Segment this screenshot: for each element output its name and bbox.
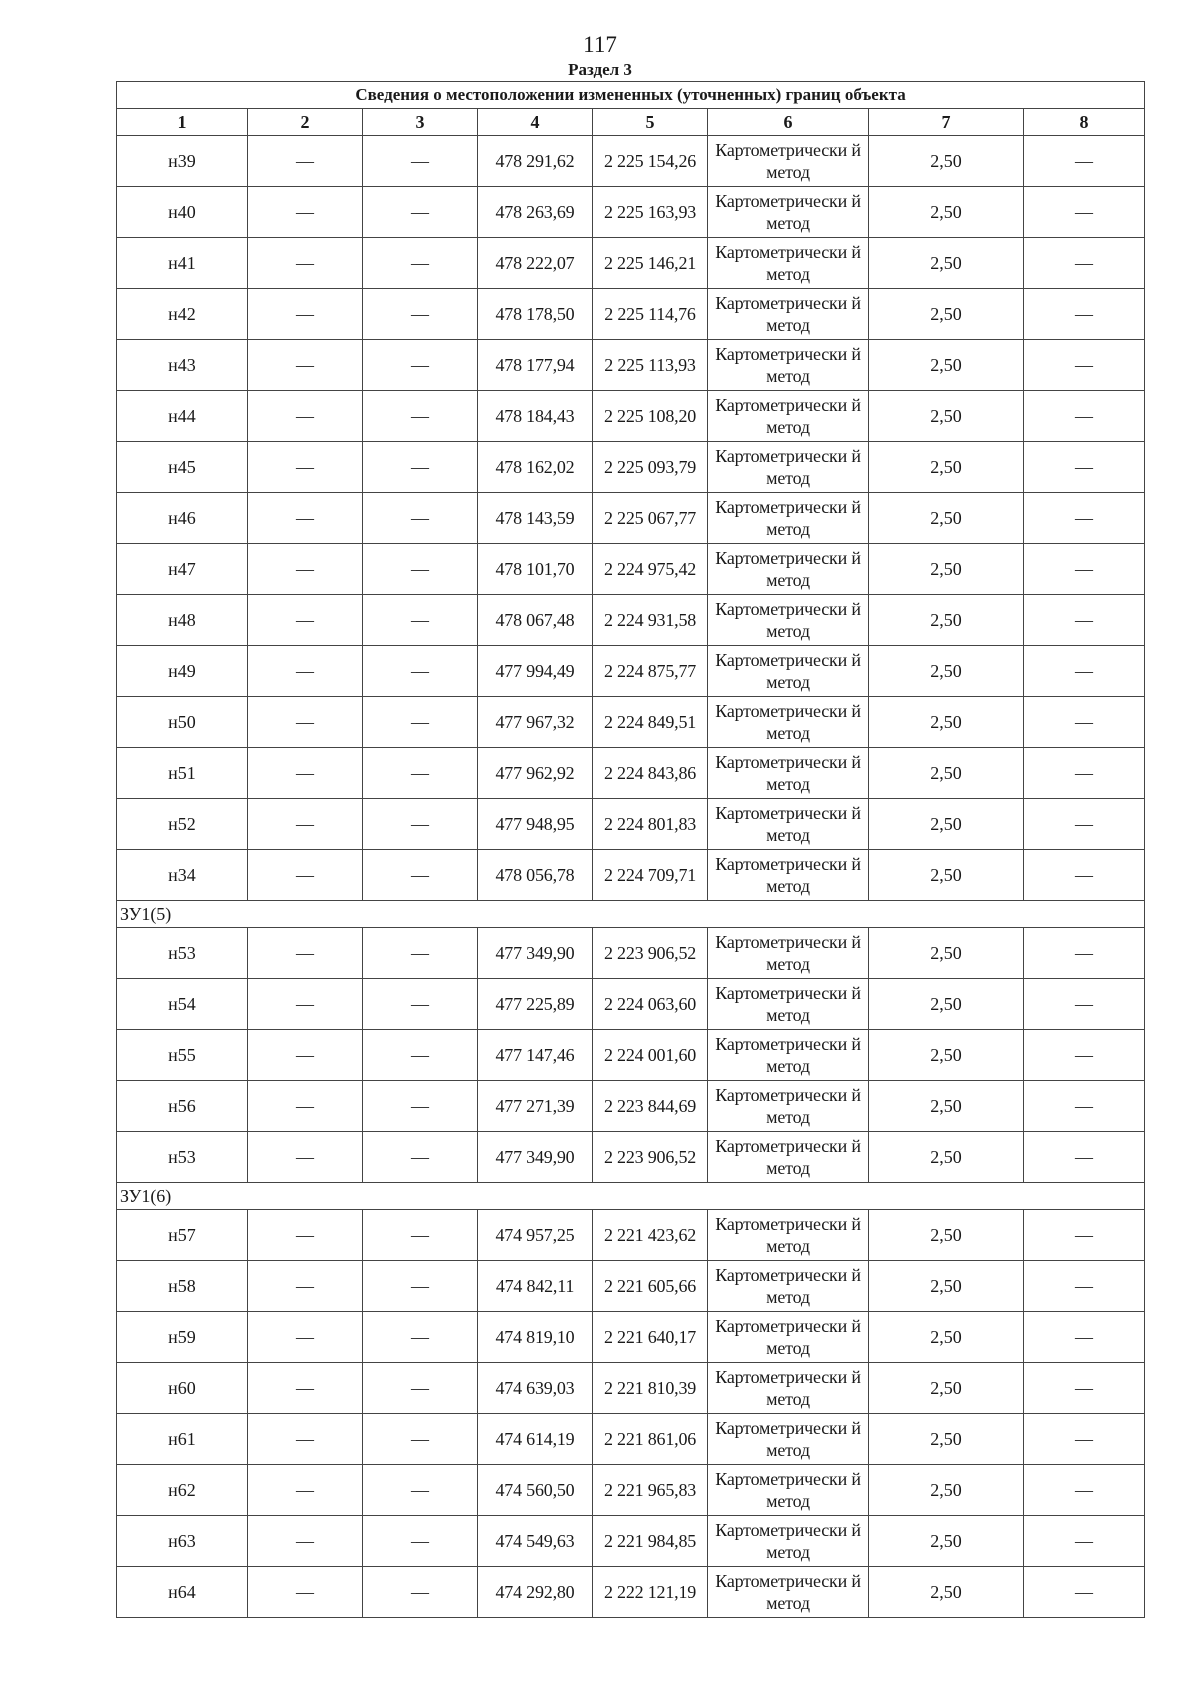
table-row	[117, 544, 1145, 595]
accuracy-cell: 2,50	[869, 979, 1024, 1030]
x-coordinate-cell: 477 147,46	[478, 1030, 593, 1081]
table-row	[117, 1132, 1145, 1183]
method-cell: Картометрически й метод	[708, 646, 869, 697]
point-id-cell: н58	[117, 1261, 248, 1312]
empty-cell: —	[248, 595, 363, 646]
column-header: 6	[708, 109, 869, 136]
empty-cell: —	[363, 289, 478, 340]
empty-cell: —	[248, 799, 363, 850]
table-row	[117, 493, 1145, 544]
x-coordinate-cell: 477 962,92	[478, 748, 593, 799]
y-coordinate-cell: 2 225 146,21	[593, 238, 708, 289]
table-row	[117, 1465, 1145, 1516]
column-header: 5	[593, 109, 708, 136]
method-cell: Картометрически й метод	[708, 391, 869, 442]
empty-cell: —	[1024, 238, 1145, 289]
empty-cell: —	[248, 136, 363, 187]
method-cell: Картометрически й метод	[708, 1567, 869, 1618]
accuracy-cell: 2,50	[869, 1414, 1024, 1465]
method-cell: Картометрически й метод	[708, 1081, 869, 1132]
empty-cell: —	[363, 748, 478, 799]
accuracy-cell: 2,50	[869, 1030, 1024, 1081]
table-row	[117, 850, 1145, 901]
empty-cell: —	[248, 493, 363, 544]
column-header: 2	[248, 109, 363, 136]
point-id-cell: н62	[117, 1465, 248, 1516]
empty-cell: —	[1024, 1567, 1145, 1618]
empty-cell: —	[248, 1465, 363, 1516]
x-coordinate-cell: 474 560,50	[478, 1465, 593, 1516]
empty-cell: —	[248, 979, 363, 1030]
empty-cell: —	[363, 1414, 478, 1465]
point-id-cell: н51	[117, 748, 248, 799]
table-row	[117, 1261, 1145, 1312]
group-label: ЗУ1(5)	[117, 901, 1145, 928]
point-id-cell: н50	[117, 697, 248, 748]
accuracy-cell: 2,50	[869, 238, 1024, 289]
y-coordinate-cell: 2 225 114,76	[593, 289, 708, 340]
table-header-row	[117, 109, 1145, 136]
empty-cell: —	[363, 442, 478, 493]
empty-cell: —	[248, 289, 363, 340]
empty-cell: —	[363, 1312, 478, 1363]
point-id-cell: н64	[117, 1567, 248, 1618]
empty-cell: —	[363, 1132, 478, 1183]
y-coordinate-cell: 2 225 154,26	[593, 136, 708, 187]
x-coordinate-cell: 478 291,62	[478, 136, 593, 187]
x-coordinate-cell: 477 948,95	[478, 799, 593, 850]
method-cell: Картометрически й метод	[708, 697, 869, 748]
y-coordinate-cell: 2 221 810,39	[593, 1363, 708, 1414]
empty-cell: —	[363, 697, 478, 748]
table-row	[117, 1210, 1145, 1261]
point-id-cell: н45	[117, 442, 248, 493]
table-row	[117, 1363, 1145, 1414]
x-coordinate-cell: 477 271,39	[478, 1081, 593, 1132]
accuracy-cell: 2,50	[869, 850, 1024, 901]
column-header: 8	[1024, 109, 1145, 136]
empty-cell: —	[1024, 646, 1145, 697]
point-id-cell: н42	[117, 289, 248, 340]
empty-cell: —	[363, 1516, 478, 1567]
x-coordinate-cell: 478 162,02	[478, 442, 593, 493]
accuracy-cell: 2,50	[869, 748, 1024, 799]
point-id-cell: н49	[117, 646, 248, 697]
x-coordinate-cell: 477 349,90	[478, 928, 593, 979]
empty-cell: —	[1024, 187, 1145, 238]
empty-cell: —	[363, 1030, 478, 1081]
empty-cell: —	[363, 1363, 478, 1414]
method-cell: Картометрически й метод	[708, 340, 869, 391]
empty-cell: —	[363, 595, 478, 646]
empty-cell: —	[363, 979, 478, 1030]
table-row	[117, 442, 1145, 493]
empty-cell: —	[363, 928, 478, 979]
column-header: 4	[478, 109, 593, 136]
empty-cell: —	[363, 1567, 478, 1618]
accuracy-cell: 2,50	[869, 646, 1024, 697]
empty-cell: —	[248, 1030, 363, 1081]
empty-cell: —	[1024, 697, 1145, 748]
page-number: 117	[583, 32, 617, 57]
x-coordinate-cell: 478 178,50	[478, 289, 593, 340]
point-id-cell: н44	[117, 391, 248, 442]
table-row	[117, 340, 1145, 391]
column-header: 7	[869, 109, 1024, 136]
point-id-cell: н39	[117, 136, 248, 187]
accuracy-cell: 2,50	[869, 799, 1024, 850]
empty-cell: —	[1024, 1414, 1145, 1465]
accuracy-cell: 2,50	[869, 1363, 1024, 1414]
empty-cell: —	[363, 493, 478, 544]
empty-cell: —	[1024, 979, 1145, 1030]
table-row	[117, 1567, 1145, 1618]
empty-cell: —	[248, 391, 363, 442]
empty-cell: —	[248, 1414, 363, 1465]
table-row	[117, 646, 1145, 697]
y-coordinate-cell: 2 224 709,71	[593, 850, 708, 901]
table-row	[117, 391, 1145, 442]
point-id-cell: н61	[117, 1414, 248, 1465]
empty-cell: —	[1024, 1132, 1145, 1183]
empty-cell: —	[248, 1081, 363, 1132]
y-coordinate-cell: 2 224 931,58	[593, 595, 708, 646]
method-cell: Картометрически й метод	[708, 799, 869, 850]
empty-cell: —	[1024, 799, 1145, 850]
table-caption-row	[117, 82, 1145, 109]
empty-cell: —	[363, 1210, 478, 1261]
empty-cell: —	[1024, 442, 1145, 493]
table-row	[117, 595, 1145, 646]
empty-cell: —	[1024, 544, 1145, 595]
y-coordinate-cell: 2 225 108,20	[593, 391, 708, 442]
empty-cell: —	[363, 1261, 478, 1312]
point-id-cell: н60	[117, 1363, 248, 1414]
method-cell: Картометрически й метод	[708, 850, 869, 901]
point-id-cell: н47	[117, 544, 248, 595]
section-title: Раздел 3	[568, 60, 632, 79]
x-coordinate-cell: 477 349,90	[478, 1132, 593, 1183]
x-coordinate-cell: 474 549,63	[478, 1516, 593, 1567]
point-id-cell: н52	[117, 799, 248, 850]
y-coordinate-cell: 2 221 640,17	[593, 1312, 708, 1363]
empty-cell: —	[363, 850, 478, 901]
point-id-cell: н40	[117, 187, 248, 238]
y-coordinate-cell: 2 221 605,66	[593, 1261, 708, 1312]
y-coordinate-cell: 2 221 984,85	[593, 1516, 708, 1567]
empty-cell: —	[363, 187, 478, 238]
group-row	[117, 901, 1145, 928]
y-coordinate-cell: 2 222 121,19	[593, 1567, 708, 1618]
accuracy-cell: 2,50	[869, 1261, 1024, 1312]
coordinates-table	[116, 81, 1145, 1618]
empty-cell: —	[248, 1132, 363, 1183]
accuracy-cell: 2,50	[869, 391, 1024, 442]
empty-cell: —	[363, 136, 478, 187]
method-cell: Картометрически й метод	[708, 1132, 869, 1183]
point-id-cell: н53	[117, 928, 248, 979]
accuracy-cell: 2,50	[869, 1210, 1024, 1261]
table-row	[117, 1030, 1145, 1081]
table-row	[117, 928, 1145, 979]
x-coordinate-cell: 478 184,43	[478, 391, 593, 442]
empty-cell: —	[363, 646, 478, 697]
empty-cell: —	[248, 646, 363, 697]
y-coordinate-cell: 2 224 975,42	[593, 544, 708, 595]
x-coordinate-cell: 478 101,70	[478, 544, 593, 595]
accuracy-cell: 2,50	[869, 136, 1024, 187]
y-coordinate-cell: 2 224 001,60	[593, 1030, 708, 1081]
empty-cell: —	[363, 544, 478, 595]
empty-cell: —	[248, 1363, 363, 1414]
y-coordinate-cell: 2 225 067,77	[593, 493, 708, 544]
y-coordinate-cell: 2 224 063,60	[593, 979, 708, 1030]
method-cell: Картометрически й метод	[708, 442, 869, 493]
x-coordinate-cell: 477 967,32	[478, 697, 593, 748]
empty-cell: —	[1024, 1261, 1145, 1312]
method-cell: Картометрически й метод	[708, 928, 869, 979]
method-cell: Картометрически й метод	[708, 1516, 869, 1567]
y-coordinate-cell: 2 225 163,93	[593, 187, 708, 238]
x-coordinate-cell: 474 957,25	[478, 1210, 593, 1261]
x-coordinate-cell: 477 225,89	[478, 979, 593, 1030]
point-id-cell: н57	[117, 1210, 248, 1261]
point-id-cell: н54	[117, 979, 248, 1030]
y-coordinate-cell: 2 221 965,83	[593, 1465, 708, 1516]
empty-cell: —	[248, 928, 363, 979]
table-caption: Сведения о местоположении измененных (уточненных) границ объекта	[117, 82, 1145, 109]
accuracy-cell: 2,50	[869, 1132, 1024, 1183]
empty-cell: —	[1024, 1081, 1145, 1132]
table-row	[117, 1516, 1145, 1567]
table-row	[117, 1414, 1145, 1465]
empty-cell: —	[248, 187, 363, 238]
group-row	[117, 1183, 1145, 1210]
accuracy-cell: 2,50	[869, 697, 1024, 748]
method-cell: Картометрически й метод	[708, 238, 869, 289]
empty-cell: —	[248, 1567, 363, 1618]
x-coordinate-cell: 478 067,48	[478, 595, 593, 646]
accuracy-cell: 2,50	[869, 1516, 1024, 1567]
y-coordinate-cell: 2 224 875,77	[593, 646, 708, 697]
empty-cell: —	[1024, 391, 1145, 442]
empty-cell: —	[248, 442, 363, 493]
empty-cell: —	[248, 697, 363, 748]
accuracy-cell: 2,50	[869, 1081, 1024, 1132]
table-row	[117, 1312, 1145, 1363]
x-coordinate-cell: 474 819,10	[478, 1312, 593, 1363]
table-row	[117, 238, 1145, 289]
point-id-cell: н48	[117, 595, 248, 646]
x-coordinate-cell: 478 222,07	[478, 238, 593, 289]
method-cell: Картометрически й метод	[708, 187, 869, 238]
method-cell: Картометрически й метод	[708, 748, 869, 799]
empty-cell: —	[248, 1261, 363, 1312]
accuracy-cell: 2,50	[869, 928, 1024, 979]
y-coordinate-cell: 2 224 849,51	[593, 697, 708, 748]
empty-cell: —	[1024, 850, 1145, 901]
empty-cell: —	[363, 799, 478, 850]
method-cell: Картометрически й метод	[708, 1414, 869, 1465]
empty-cell: —	[1024, 1312, 1145, 1363]
method-cell: Картометрически й метод	[708, 1465, 869, 1516]
table-row	[117, 697, 1145, 748]
table-row	[117, 748, 1145, 799]
empty-cell: —	[363, 340, 478, 391]
y-coordinate-cell: 2 225 113,93	[593, 340, 708, 391]
empty-cell: —	[248, 1516, 363, 1567]
method-cell: Картометрически й метод	[708, 595, 869, 646]
point-id-cell: н63	[117, 1516, 248, 1567]
empty-cell: —	[1024, 748, 1145, 799]
table-row	[117, 187, 1145, 238]
empty-cell: —	[363, 391, 478, 442]
empty-cell: —	[248, 544, 363, 595]
point-id-cell: н46	[117, 493, 248, 544]
y-coordinate-cell: 2 225 093,79	[593, 442, 708, 493]
empty-cell: —	[1024, 1030, 1145, 1081]
point-id-cell: н41	[117, 238, 248, 289]
x-coordinate-cell: 474 639,03	[478, 1363, 593, 1414]
point-id-cell: н56	[117, 1081, 248, 1132]
accuracy-cell: 2,50	[869, 187, 1024, 238]
empty-cell: —	[1024, 493, 1145, 544]
x-coordinate-cell: 474 842,11	[478, 1261, 593, 1312]
y-coordinate-cell: 2 223 906,52	[593, 928, 708, 979]
y-coordinate-cell: 2 224 801,83	[593, 799, 708, 850]
x-coordinate-cell: 478 143,59	[478, 493, 593, 544]
empty-cell: —	[1024, 1465, 1145, 1516]
method-cell: Картометрически й метод	[708, 493, 869, 544]
point-id-cell: н43	[117, 340, 248, 391]
y-coordinate-cell: 2 223 906,52	[593, 1132, 708, 1183]
accuracy-cell: 2,50	[869, 442, 1024, 493]
empty-cell: —	[1024, 595, 1145, 646]
empty-cell: —	[1024, 1363, 1145, 1414]
method-cell: Картометрически й метод	[708, 1030, 869, 1081]
y-coordinate-cell: 2 223 844,69	[593, 1081, 708, 1132]
table-row	[117, 799, 1145, 850]
x-coordinate-cell: 474 614,19	[478, 1414, 593, 1465]
empty-cell: —	[248, 1312, 363, 1363]
x-coordinate-cell: 474 292,80	[478, 1567, 593, 1618]
empty-cell: —	[248, 340, 363, 391]
empty-cell: —	[248, 748, 363, 799]
table-row	[117, 136, 1145, 187]
point-id-cell: н59	[117, 1312, 248, 1363]
empty-cell: —	[1024, 340, 1145, 391]
method-cell: Картометрически й метод	[708, 1312, 869, 1363]
empty-cell: —	[1024, 136, 1145, 187]
accuracy-cell: 2,50	[869, 595, 1024, 646]
x-coordinate-cell: 478 263,69	[478, 187, 593, 238]
group-label: ЗУ1(6)	[117, 1183, 1145, 1210]
empty-cell: —	[363, 238, 478, 289]
method-cell: Картометрически й метод	[708, 1363, 869, 1414]
accuracy-cell: 2,50	[869, 1312, 1024, 1363]
column-header: 1	[117, 109, 248, 136]
accuracy-cell: 2,50	[869, 493, 1024, 544]
method-cell: Картометрически й метод	[708, 136, 869, 187]
method-cell: Картометрически й метод	[708, 289, 869, 340]
y-coordinate-cell: 2 221 861,06	[593, 1414, 708, 1465]
y-coordinate-cell: 2 224 843,86	[593, 748, 708, 799]
table-row	[117, 289, 1145, 340]
y-coordinate-cell: 2 221 423,62	[593, 1210, 708, 1261]
table-row	[117, 1081, 1145, 1132]
empty-cell: —	[363, 1465, 478, 1516]
accuracy-cell: 2,50	[869, 1567, 1024, 1618]
method-cell: Картометрически й метод	[708, 979, 869, 1030]
point-id-cell: н53	[117, 1132, 248, 1183]
empty-cell: —	[248, 1210, 363, 1261]
accuracy-cell: 2,50	[869, 544, 1024, 595]
empty-cell: —	[1024, 1516, 1145, 1567]
point-id-cell: н34	[117, 850, 248, 901]
table-row	[117, 979, 1145, 1030]
accuracy-cell: 2,50	[869, 1465, 1024, 1516]
method-cell: Картометрически й метод	[708, 1210, 869, 1261]
accuracy-cell: 2,50	[869, 289, 1024, 340]
method-cell: Картометрически й метод	[708, 544, 869, 595]
empty-cell: —	[248, 238, 363, 289]
empty-cell: —	[248, 850, 363, 901]
x-coordinate-cell: 477 994,49	[478, 646, 593, 697]
empty-cell: —	[1024, 928, 1145, 979]
empty-cell: —	[363, 1081, 478, 1132]
x-coordinate-cell: 478 056,78	[478, 850, 593, 901]
method-cell: Картометрически й метод	[708, 1261, 869, 1312]
x-coordinate-cell: 478 177,94	[478, 340, 593, 391]
accuracy-cell: 2,50	[869, 340, 1024, 391]
point-id-cell: н55	[117, 1030, 248, 1081]
empty-cell: —	[1024, 289, 1145, 340]
column-header: 3	[363, 109, 478, 136]
empty-cell: —	[1024, 1210, 1145, 1261]
